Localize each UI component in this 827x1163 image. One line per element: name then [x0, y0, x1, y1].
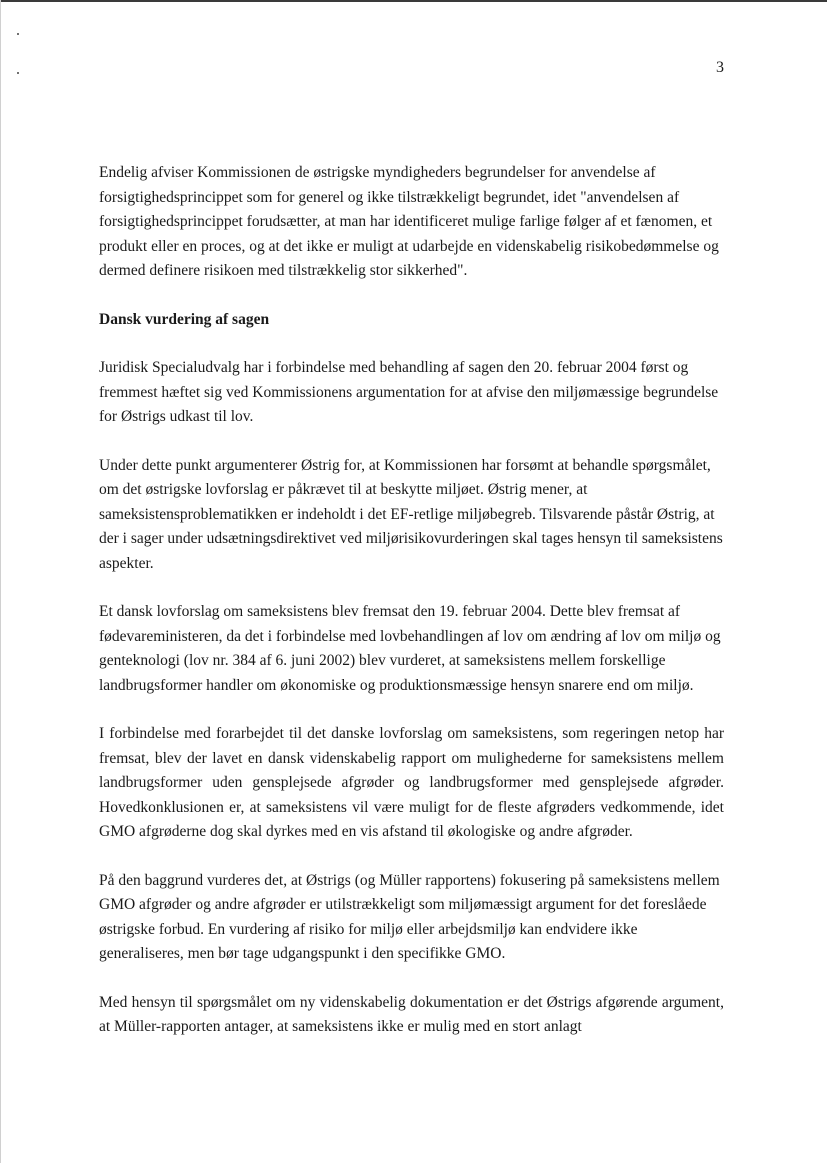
paragraph-special-committee: Juridisk Specialudvalg har i forbindelse med behandling af sagen den 20. februar 2004 først og fremmest hæftet sig ved Kommissionens argumentation for at afvise den miljømæssige begrundelse for Østrigs udkast til lov. [99, 359, 719, 425]
scan-speck [17, 72, 19, 74]
paragraph-commission-rejection: Endelig afviser Kommissionen de østrigske myndigheders begrundelser for anvendelse af forsigtighedsprincippet som for generel og ikke tilstrækkeligt begrundet, idet "anvendelsen af forsigtighedsprincippet forudsætter, at man har identificeret mulige farlige følger af et fænomen, et produkt eller en proces, og at det ikke er muligt at udarbejde en videnskabelig risikobedømmelse og dermed definere risikoen med tilstrækkelig stor sikkerhed". [99, 164, 719, 279]
paragraph-austria-argument: Under dette punkt argumenterer Østrig for, at Kommissionen har forsømt at behandle spørgsmålet, om det østrigske lovforslag er påkrævet til at beskytte miljøet. Østrig mener, at sameksistensproblematikken er indeholdt i det EF-retlige miljøbegreb. Tilsvarende påstår Østrig, at der i sager under udsætningsdirektivet ved miljørisikovurderingen skal tages hensyn til sameksistens aspekter. [99, 456, 723, 572]
section-heading: Dansk vurdering af sagen [99, 310, 270, 328]
paragraph-danish-bill: Et dansk lovforslag om sameksistens blev fremsat den 19. februar 2004. Dette blev fremsat af fødevareministeren, da det i forbindelse med lovbehandlingen af lov om ændring af lov om miljø og genteknologi (lov nr. 384 af 6. juni 2002) blev vurderet, at sameksistens mellem forskellige landbrugsformer handler om økonomiske og produktionsmæssige hensyn snarere end om miljø. [99, 603, 721, 694]
paragraph-scientific-report: I forbindelse med forarbejdet til det danske lovforslag om sameksistens, som regeringen netop har fremsat, blev der lavet en dansk videnskabelig rapport om mulighederne for sameksistens mellem landbrugsformer uden gensplejsede afgrøder og landbrugsformer med gensplejsede afgrøder. Hovedkonklusionen er, at sameksistens vil være muligt for de fleste afgrøders vedkommende, idet GMO afgrøderne dog skal dyrkes med en vis afstand til økologiske og andre afgrøder. [99, 725, 724, 840]
page-number: 3 [716, 59, 724, 76]
paragraph-scientific-documentation: Med hensyn til spørgsmålet om ny videnskabelig dokumentation er det Østrigs afgørende argument, at Müller-rapporten antager, at sameksistens ikke er mulig med en stort anlagt [99, 993, 724, 1035]
scan-left-edge [0, 0, 1, 1163]
scan-top-edge [0, 0, 827, 2]
scan-speck [17, 33, 19, 35]
paragraph-assessment: På den baggrund vurderes det, at Østrigs (og Müller rapportens) fokusering på sameksistens mellem GMO afgrøder og andre afgrøder er utilstrækkeligt som miljømæssigt argument for det foreslåede østrigske forbud. En vurdering af risiko for miljø eller arbejdsmiljø kan endvidere ikke generaliseres, men bør tage udgangspunkt i den specifikke GMO. [99, 871, 720, 962]
document-body [99, 161, 724, 1040]
